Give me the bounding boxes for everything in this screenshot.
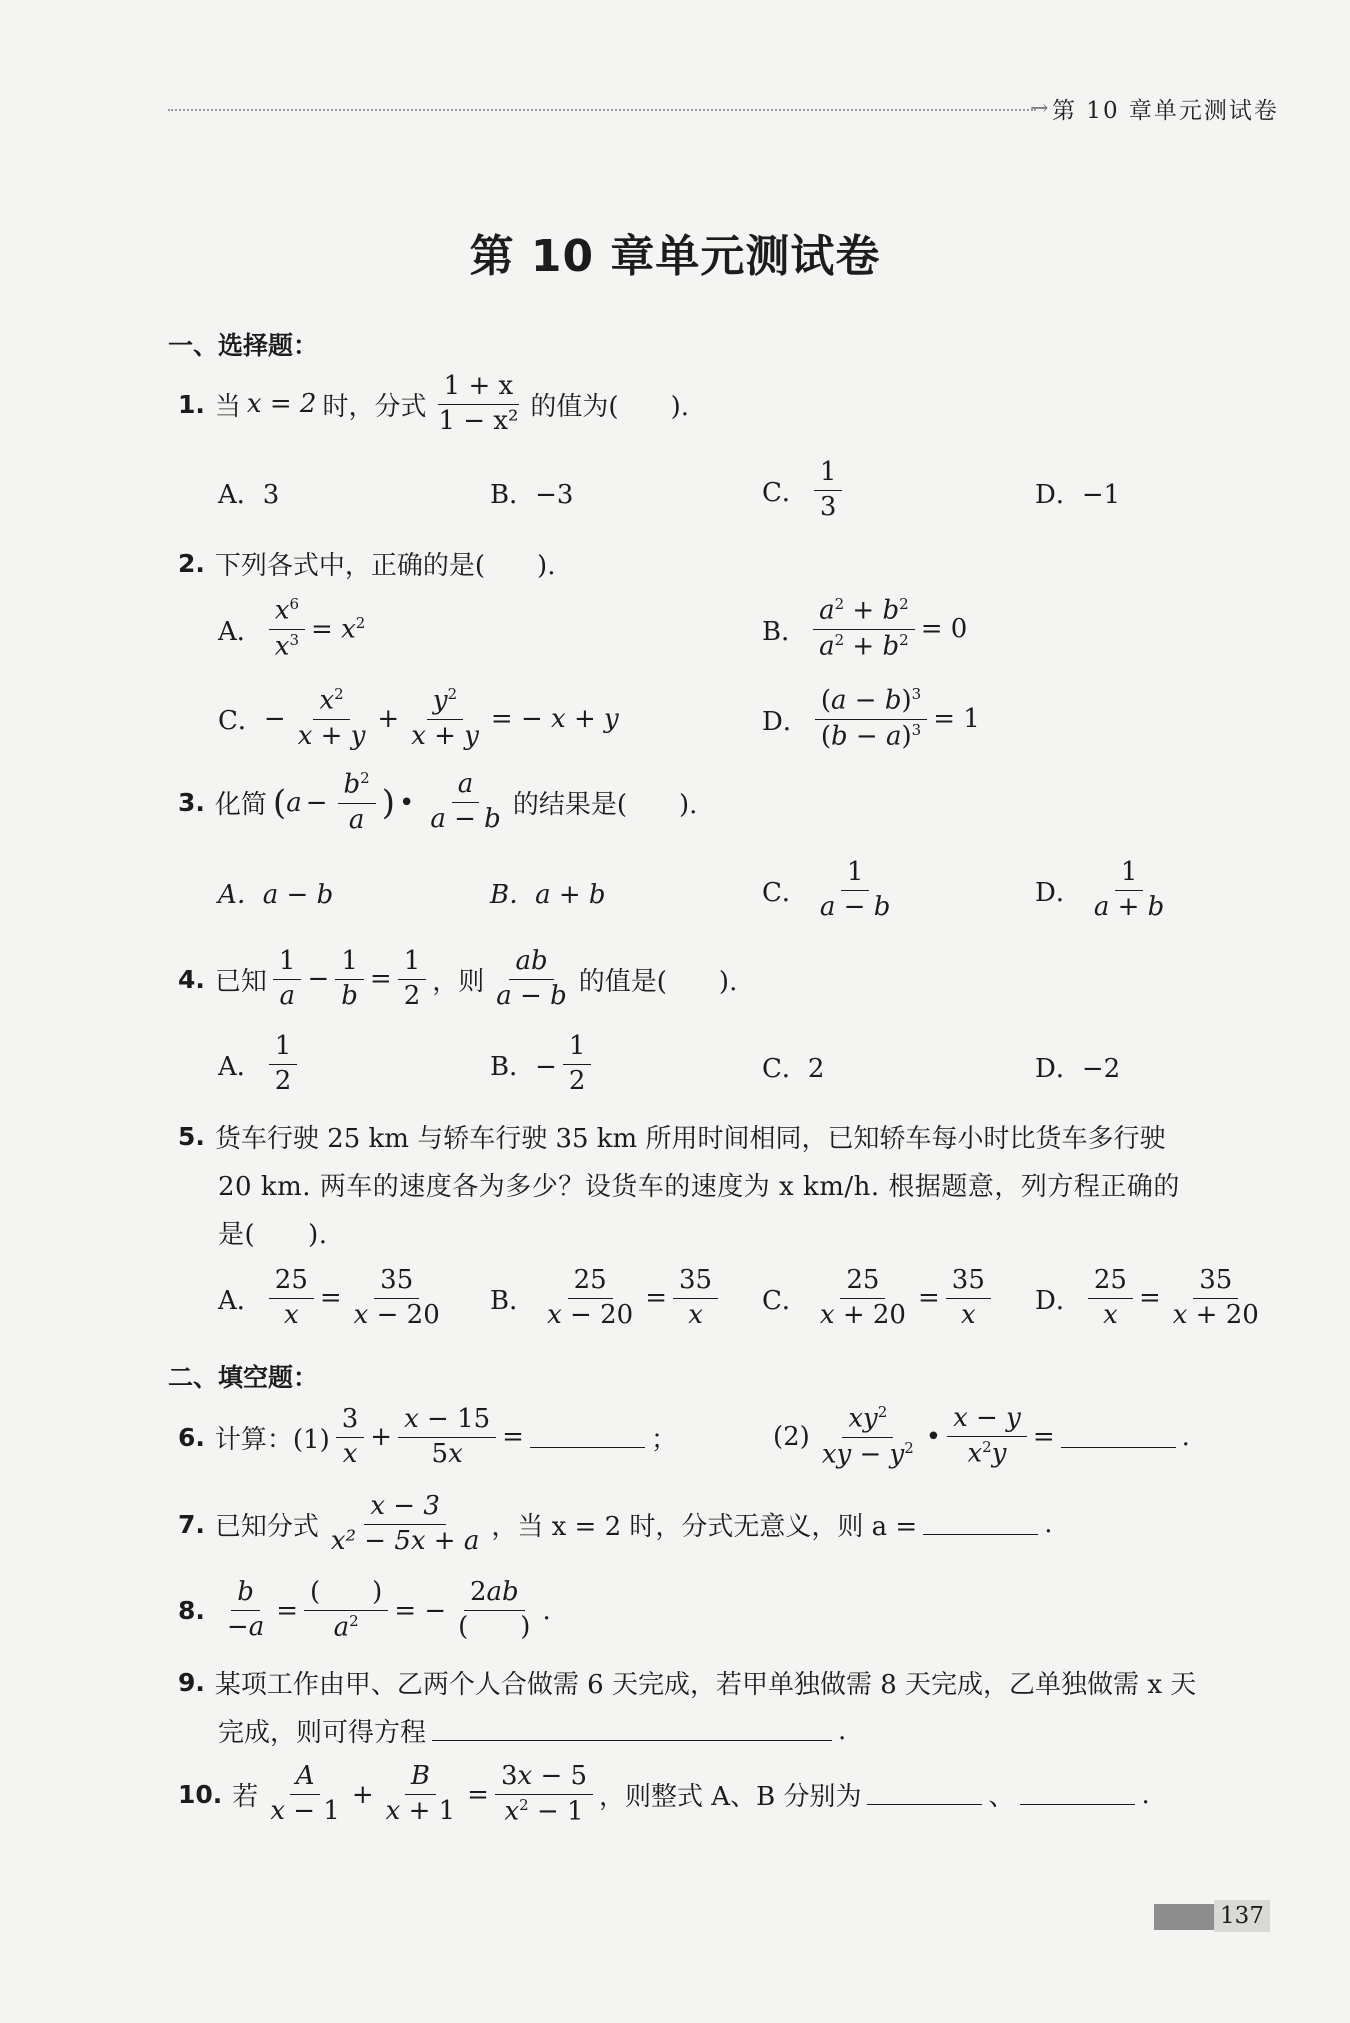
header-rule bbox=[168, 109, 1036, 111]
q5-option-a[interactable]: A． $\frac{25}{x}$ = $\frac{35}{x - 20}$ bbox=[218, 1265, 440, 1330]
q3-option-c[interactable]: C． $\frac{1}{a - b}$ bbox=[762, 857, 891, 922]
section-choice-heading: 一、选择题： bbox=[168, 331, 319, 360]
q5-option-d[interactable]: D． $\frac{25}{x}$ = $\frac{35}{x + 20}$ bbox=[1035, 1265, 1259, 1330]
q1-option-c[interactable]: C． $\frac{1}{3}$ bbox=[762, 458, 848, 523]
running-header: 第 10 章单元测试卷 bbox=[1052, 98, 1279, 124]
question-7: 7. 已知分式 $\frac{x - 3}{\text{x² − 5x + a}}$ ，当 x = 2 时，分式无意义，则 a = . bbox=[178, 1491, 1053, 1556]
q4-option-a[interactable]: A． $\frac{1}{2}$ bbox=[218, 1032, 303, 1097]
q3-option-a[interactable]: A．a − b bbox=[218, 880, 334, 910]
question-5: 5. 货车行驶 25 km 与轿车行驶 35 km 所用时间相同，已知轿车每小时比货车多行驶 bbox=[178, 1122, 1166, 1154]
question-10: 10. 若 $\frac{A}{x - 1}$ + $\frac{B}{x + 1}$ = $\frac{3x - 5}{x^2 - 1}$ ，则整式 A、B 分别为 、 . bbox=[178, 1761, 1150, 1827]
q5-line-2: 20 km. 两车的速度各为多少？设货车的速度为 x km/h. 根据题意，列方程正确的 bbox=[218, 1172, 1180, 1202]
question-8: 8. $\frac{b}{-a}$ = $\frac{( )}{a^2}$ = − $\frac{2ab}{( )}$ . bbox=[178, 1577, 551, 1643]
answer-blank[interactable] bbox=[432, 1720, 832, 1741]
question-6: 6. 计算：(1) $\frac{3}{x}$ + $\frac{x - 15}{5x}$ = ； (2) $\frac{xy^2}{xy - y^2}$ • $\frac{x - y}{x^2y}$ = . bbox=[178, 1403, 1190, 1470]
answer-blank[interactable] bbox=[1061, 1427, 1176, 1448]
question-2: 2. 下列各式中，正确的是( ). bbox=[178, 549, 556, 581]
q2-option-d[interactable]: D． $\frac{(a - b)^3}{(b - a)^3}$ = 1 bbox=[762, 685, 980, 752]
q3-option-d[interactable]: D． $\frac{1}{a + b}$ bbox=[1035, 857, 1165, 922]
q9-line-2: 完成，则可得方程 . bbox=[218, 1715, 847, 1748]
q5-option-c[interactable]: C． $\frac{25}{x + 20}$ = $\frac{35}{x}$ bbox=[762, 1266, 997, 1331]
q5-line-3: 是( ). bbox=[218, 1220, 328, 1250]
q3-option-b[interactable]: B．a + b bbox=[490, 880, 606, 910]
answer-blank[interactable] bbox=[530, 1427, 645, 1448]
arrow-icon: → bbox=[1030, 96, 1049, 121]
question-3: 3. 化简 ( a − $\frac{b^2}{a}$ ) • $\frac{a}{a - b}$ 的结果是( ). bbox=[178, 769, 698, 835]
answer-blank[interactable] bbox=[867, 1784, 982, 1805]
answer-blank[interactable] bbox=[1020, 1784, 1135, 1805]
section-fill-heading: 二、填空题： bbox=[168, 1363, 319, 1392]
page-number: 137 bbox=[1214, 1900, 1270, 1932]
q2-option-a[interactable]: A． $\frac{x^6}{x^3}$ = $x^2$ bbox=[218, 595, 366, 662]
question-9: 9. 某项工作由甲、乙两个人合做需 6 天完成，若甲单独做需 8 天完成，乙单独做需 x 天 bbox=[178, 1668, 1197, 1700]
q4-option-d[interactable]: D．−2 bbox=[1035, 1054, 1121, 1084]
fraction: $\frac{1 + x}{\text{1 − x²}}$ bbox=[438, 371, 519, 436]
q1-option-a[interactable]: A．3 bbox=[218, 480, 280, 510]
q1-option-d[interactable]: D．−1 bbox=[1035, 480, 1121, 510]
page-tab-decoration bbox=[1154, 1904, 1214, 1930]
q4-option-b[interactable]: B．− $\frac{1}{2}$ bbox=[490, 1032, 597, 1097]
question-4: 4. 已知 $\frac{1}{a}$ − $\frac{1}{b}$ = $\frac{1}{2}$ ，则 $\frac{ab}{a - b}$ 的值是( ). bbox=[178, 946, 738, 1011]
q4-option-c[interactable]: C．2 bbox=[762, 1054, 825, 1084]
q2-option-b[interactable]: B． $\frac{a^2 + b^2}{a^2 + b^2}$ = 0 bbox=[762, 595, 968, 662]
q5-option-b[interactable]: B． $\frac{25}{x - 20}$ = $\frac{35}{x}$ bbox=[490, 1266, 724, 1331]
page-title: 第 10 章单元测试卷 bbox=[469, 231, 881, 282]
q2-option-c[interactable]: C． − $\frac{x^2}{x + y}$ + $\frac{y^2}{x + y}$ = − x + y bbox=[218, 685, 619, 751]
q1-option-b[interactable]: B．−3 bbox=[490, 480, 574, 510]
answer-blank[interactable] bbox=[923, 1514, 1038, 1535]
question-1: 1. 当 x = 2 时，分式 $\frac{1 + x}{\text{1 − x²}}$ 的值为( ). bbox=[178, 371, 689, 436]
